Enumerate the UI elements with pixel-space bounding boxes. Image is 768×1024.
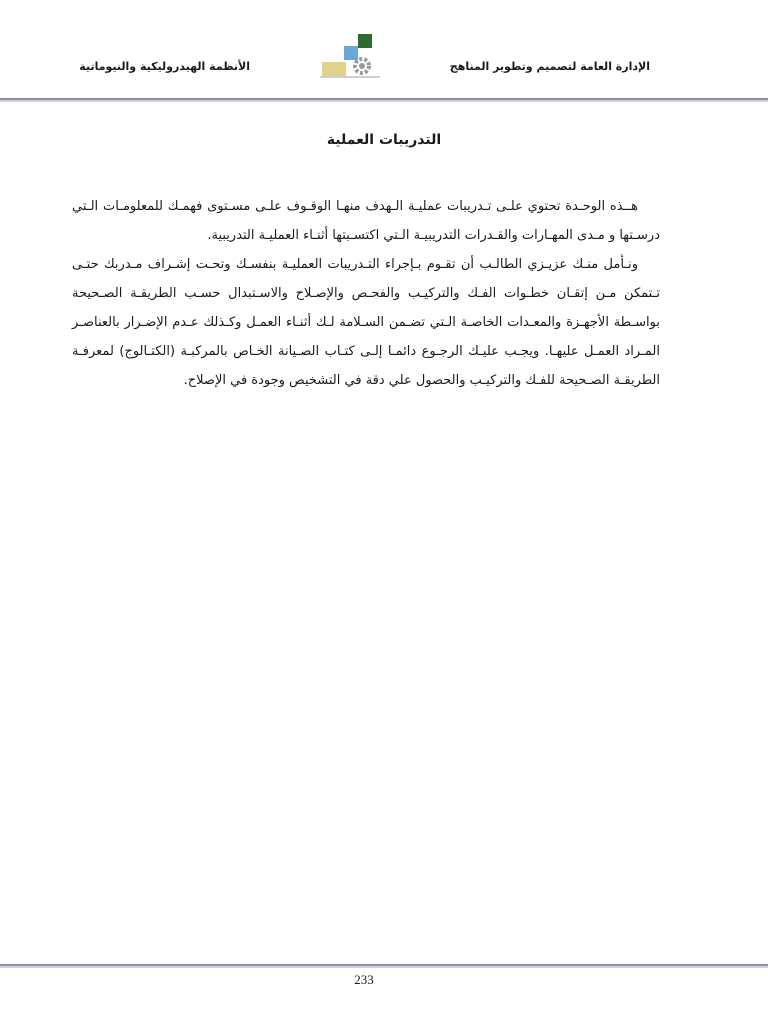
paragraph-intro: هــذه الوحـدة تحتوي علـى تـدريبات عمليـة الـهدف منهـا الوقـوف علـى مسـتوى فهمـك للمعلومـات الـتي درسـتها و مـدى المهـارات والقـدرات التدريبيـة الـتي اكتسـبتها أثنـاء العمليـة التدريبية. xyxy=(72,199,660,243)
body-text xyxy=(72,192,660,395)
curriculum-logo-icon xyxy=(320,32,380,80)
logo-blue-square xyxy=(344,46,358,60)
header-divider xyxy=(0,98,768,102)
header-subject-title: الأنظمة الهيدروليكية والنيوماتية xyxy=(79,60,250,73)
logo-yellow-bar xyxy=(322,62,346,76)
page-number: 233 xyxy=(354,972,374,987)
logo-green-square xyxy=(358,34,372,48)
paragraph-instructions: ونـأمل منـك عزيـزي الطالـب أن تقـوم بـإجراء التـدريبات العمليـة بنفسـك وتحـت إشـراف مـدربك حتـى تـتمكن مـن إتقـان خطـوات الفـك والتركيـب والفحـص والإصـلاح والاسـتبدال حسـب الطريقـة الصـحيحة بواسـطة الأجهـزة والمعـدات الخاصـة الـتي تضـمن السـلامة لـك أثنـاء العمـل وكـذلك عـدم الإضـرار بالعناصـر المـراد العمـل عليهـا. ويجـب عليـك الرجـوع دائمـا إلـى كتـاب الصـيانة الخـاص بالمركبـة (الكتـالوج) لمعرفـة الطريقـة الصـحيحة للفـك والتركيـب والحصول علي دقة في التشخيص وجودة في الإصلاح. xyxy=(72,257,660,388)
footer-divider xyxy=(0,964,768,968)
page-title: التدريبات العملية xyxy=(326,132,442,148)
header-organization-title: الإدارة العامة لتصميم وتطوير المناهج xyxy=(449,60,650,73)
